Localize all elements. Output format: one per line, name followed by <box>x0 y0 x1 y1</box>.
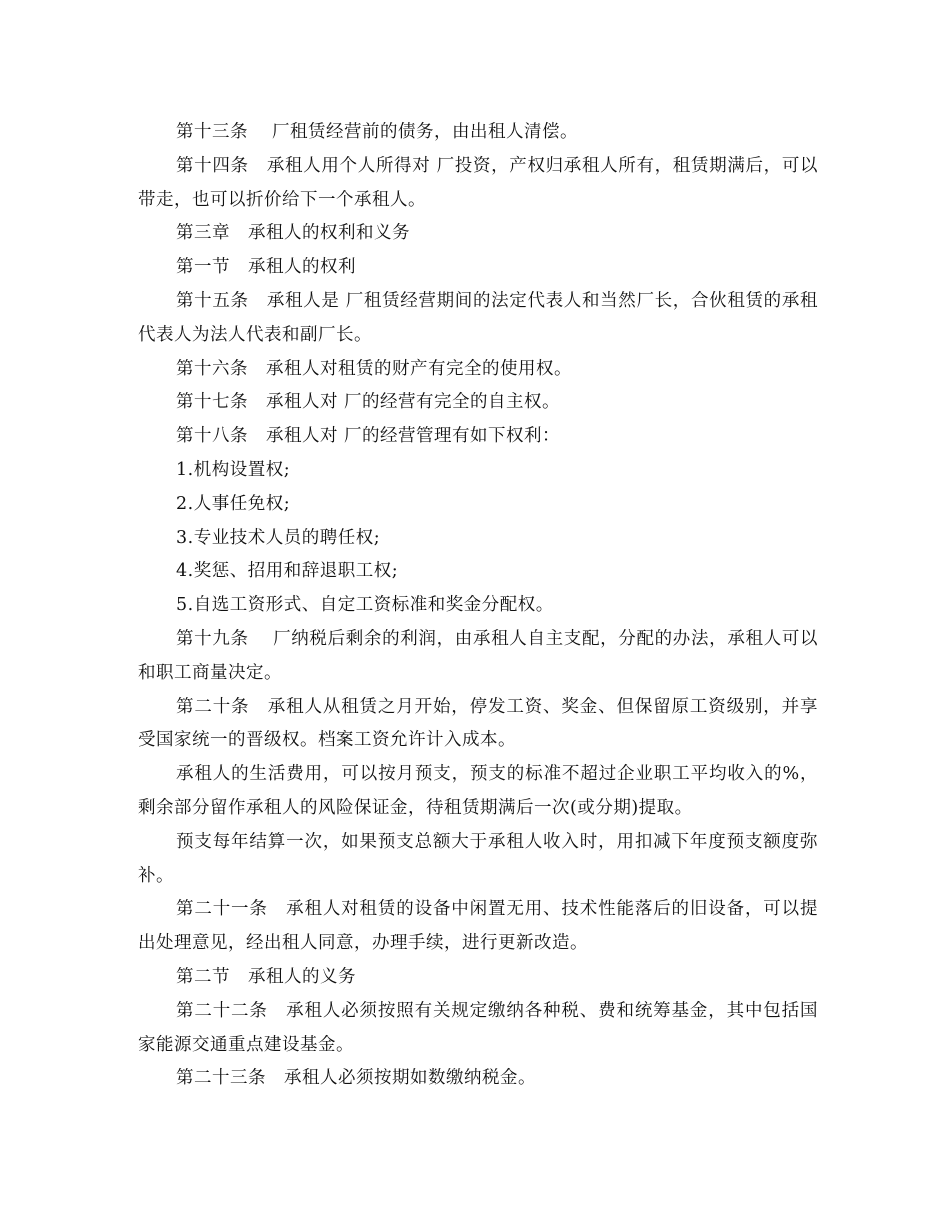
list-item-3: 3.专业技术人员的聘任权; <box>176 527 381 548</box>
section-heading-2: 第二节 承租人的义务 <box>176 966 356 987</box>
section-heading-1: 第一节 承租人的权利 <box>176 257 356 278</box>
paragraph-article-17: 第十七条 承租人对 厂的经营有完全的自主权。 <box>176 392 561 413</box>
list-item-5: 5.自选工资形式、自定工资标准和奖金分配权。 <box>176 595 554 616</box>
paragraph-article-14: 第十四条 承租人用个人所得对 厂投资，产权归承租人所有，租赁期满后，可以带走，也可以折价给下一个承租人。 <box>138 155 818 210</box>
paragraph-article-20: 第二十条 承租人从租赁之月开始，停发工资、奖金、但保留原工资级别，并享受国家统一的晋级权。档案工资允许计入成本。 <box>138 696 818 751</box>
document-body <box>138 116 818 1096</box>
paragraph-article-13: 第十三条 厂租赁经营前的债务，由出租人清偿。 <box>176 122 579 142</box>
paragraph-article-23: 第二十三条 承租人必须按期如数缴纳税金。 <box>176 1068 536 1089</box>
list-item-1: 1.机构设置权; <box>176 459 291 480</box>
paragraph-article-15: 第十五条 承租人是 厂租赁经营期间的法定代表人和当然厂长，合伙租赁的承租代表人为法人代表和副厂长。 <box>138 290 818 345</box>
chapter-heading-3: 第三章 承租人的权利和义务 <box>176 223 410 244</box>
list-item-4: 4.奖惩、招用和辞退职工权; <box>176 561 399 582</box>
paragraph-article-18: 第十八条 承租人对 厂的经营管理有如下权利： <box>176 426 561 447</box>
paragraph-settlement: 预支每年结算一次，如果预支总额大于承租人收入时，用扣减下年度预支额度弥补。 <box>138 831 818 886</box>
list-item-2: 2.人事任免权; <box>176 493 291 514</box>
paragraph-living-expenses: 承租人的生活费用，可以按月预支，预支的标准不超过企业职工平均收入的%，剩余部分留作承租人的风险保证金，待租赁期满后一次(或分期)提取。 <box>138 764 818 818</box>
paragraph-article-19: 第十九条 厂纳税后剩余的利润，由承租人自主支配，分配的办法，承租人可以和职工商量决定。 <box>138 628 818 683</box>
paragraph-article-22: 第二十二条 承租人必须按照有关规定缴纳各种税、费和统筹基金，其中包括国家能源交通重点建设基金。 <box>138 1000 818 1055</box>
paragraph-article-16: 第十六条 承租人对租赁的财产有完全的使用权。 <box>176 358 572 379</box>
paragraph-article-21: 第二十一条 承租人对租赁的设备中闲置无用、技术性能落后的旧设备，可以提出处理意见，经出租人同意，办理手续，进行更新改造。 <box>138 899 818 954</box>
